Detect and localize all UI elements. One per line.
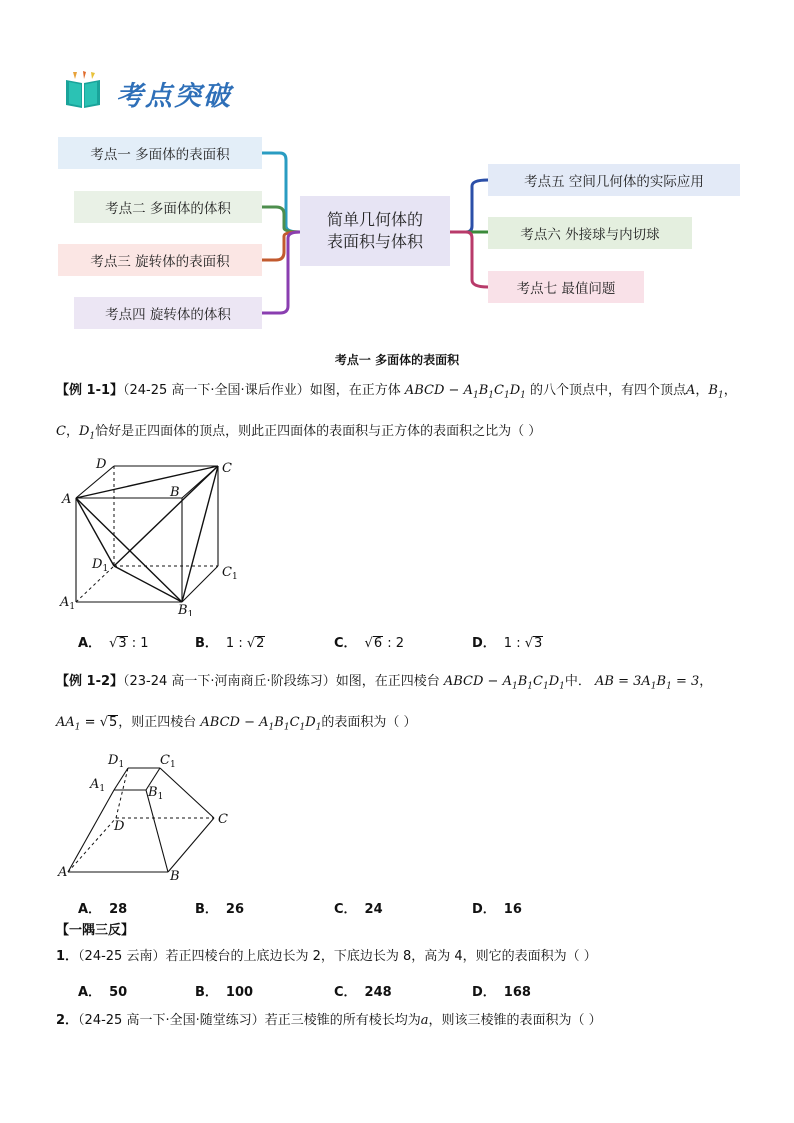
topic-7-box[interactable] [488,271,644,303]
frustum-label-c1: $C_1$ [160,753,176,770]
ex11-tag: 【例 1-1】 [56,383,124,398]
q1-option-a[interactable]: A． 50 [78,985,128,1000]
cube-label-c: C [222,461,232,476]
topic-2-label: 考点二 多面体的体积 [105,201,231,217]
ex12-eq1: AB = $3A_1B_1 = 3$ [595,674,700,692]
frustum-label-a1: $A_1$ [90,777,106,794]
ex12-text-a: 如图，在正四棱台 [335,674,440,689]
ex12-text-d: 的表面积为（ ） [321,715,417,730]
ex12-option-d[interactable]: D． 16 [472,902,522,917]
frustum-figure [56,748,246,888]
q1-option-c[interactable]: C． 248 [334,985,392,1000]
ex11-cube-name: ABCD − $A_1B_1C_1D_1$ [404,383,526,401]
ex12-line2: $AA_1 = √5$，则正四棱台 ABCD − $A_1B_1C_1D_1$的表面积为（ ） [56,715,417,733]
cube-label-d: D [96,457,107,472]
topic-1-label: 考点一 多面体的表面积 [90,147,230,163]
cube-label-b: B [170,485,180,500]
ex11-option-d[interactable]: D． 1 : √3 [472,636,543,651]
q1-option-b[interactable]: B． 100 [195,985,254,1000]
ex11-source: （24-25 高一下·全国·课后作业） [123,383,310,398]
cube-label-c1: $C_1$ [222,565,238,582]
topic-3-label: 考点三 旋转体的表面积 [90,254,230,270]
topic-4-box[interactable] [74,297,262,329]
topic-4-label: 考点四 旋转体的体积 [105,307,231,323]
ex11-text-b: 的八个顶点中，有四个顶点 [530,383,687,398]
ex11-text-c: 恰好是正四面体的顶点，则此正四面体的表面积与正方体的表面积之比为（ ） [95,424,542,439]
frustum-label-d: D [114,819,125,834]
topic-5-box[interactable] [488,164,740,196]
topic-1-box[interactable] [58,137,262,169]
frustum-label-a: A [58,865,68,880]
ex11-option-a[interactable]: A． √3 : 1 [78,636,149,651]
topic-7-label: 考点七 最值问题 [516,281,616,297]
ex12-tag: 【例 1-2】 [56,674,124,689]
practice-q2: 2．（24-25 高一下·全国·随堂练习）若正三棱锥的所有棱长均为a，则该三棱锥的表面积为（ ） [56,1013,602,1028]
cube-figure [56,456,296,616]
topic-6-label: 考点六 外接球与内切球 [520,227,660,243]
mindmap-center[interactable] [300,196,450,266]
cube-label-a1: $A_1$ [60,595,76,612]
ex11-option-b[interactable]: B． 1 : √2 [195,636,265,651]
frustum-label-b: B [170,869,180,884]
cube-label-a: A [62,492,72,507]
section-title: 考点一 多面体的表面积 [334,353,460,367]
ex12-source: （23-24 高一下·河南商丘·阶段练习） [123,674,336,689]
frustum-label-c: C [218,812,228,827]
cube-label-d1: $D_1$ [92,557,109,574]
ex12-option-a[interactable]: A． 28 [78,902,128,917]
cube-label-b1: $B_1$ [178,603,194,616]
ex11-line1: 【例 1-1】（24-25 高一下·全国·课后作业）如图，在正方体 ABCD − $A_1B_1C_1D_1$ 的八个顶点中，有四个顶点A，$B_1$， [56,383,737,401]
ex11-line2: C，$D_1$恰好是正四面体的顶点，则此正四面体的表面积与正方体的表面积之比为（ ） [56,424,542,442]
ex12-option-b[interactable]: B． 26 [195,902,245,917]
ex11-text-a: 如图，在正方体 [309,383,401,398]
practice-header: 【一隅三反】 [56,923,135,938]
frustum-label-d1: $D_1$ [108,753,125,770]
topic-5-label: 考点五 空间几何体的实际应用 [524,174,704,190]
frustum-label-b1: $B_1$ [148,785,164,802]
center-line-1: 简单几何体的 [326,210,423,229]
ex12-text-b: 中． [564,674,591,689]
topic-3-box[interactable] [58,244,262,276]
ex11-option-c[interactable]: C． √6 : 2 [334,636,405,651]
topic-2-box[interactable] [74,191,262,223]
q1-option-d[interactable]: D． 168 [472,985,531,1000]
ex12-line1: 【例 1-2】（23-24 高一下·河南商丘·阶段练习）如图，在正四棱台 ABCD − $A_1B_1C_1D_1$中． AB = $3A_1B_1 = 3$， [56,674,713,692]
ex12-text-c: ，则正四棱台 [118,715,197,730]
practice-q1: 1．（24-25 云南）若正四棱台的上底边长为 2，下底边长为 8，高为 4，则它的表面积为（ ） [56,949,597,964]
banner-title: 考点突破 [116,81,232,112]
center-line-2: 表面积与体积 [326,232,423,251]
topic-6-box[interactable] [488,217,692,249]
ex12-option-c[interactable]: C． 24 [334,902,383,917]
